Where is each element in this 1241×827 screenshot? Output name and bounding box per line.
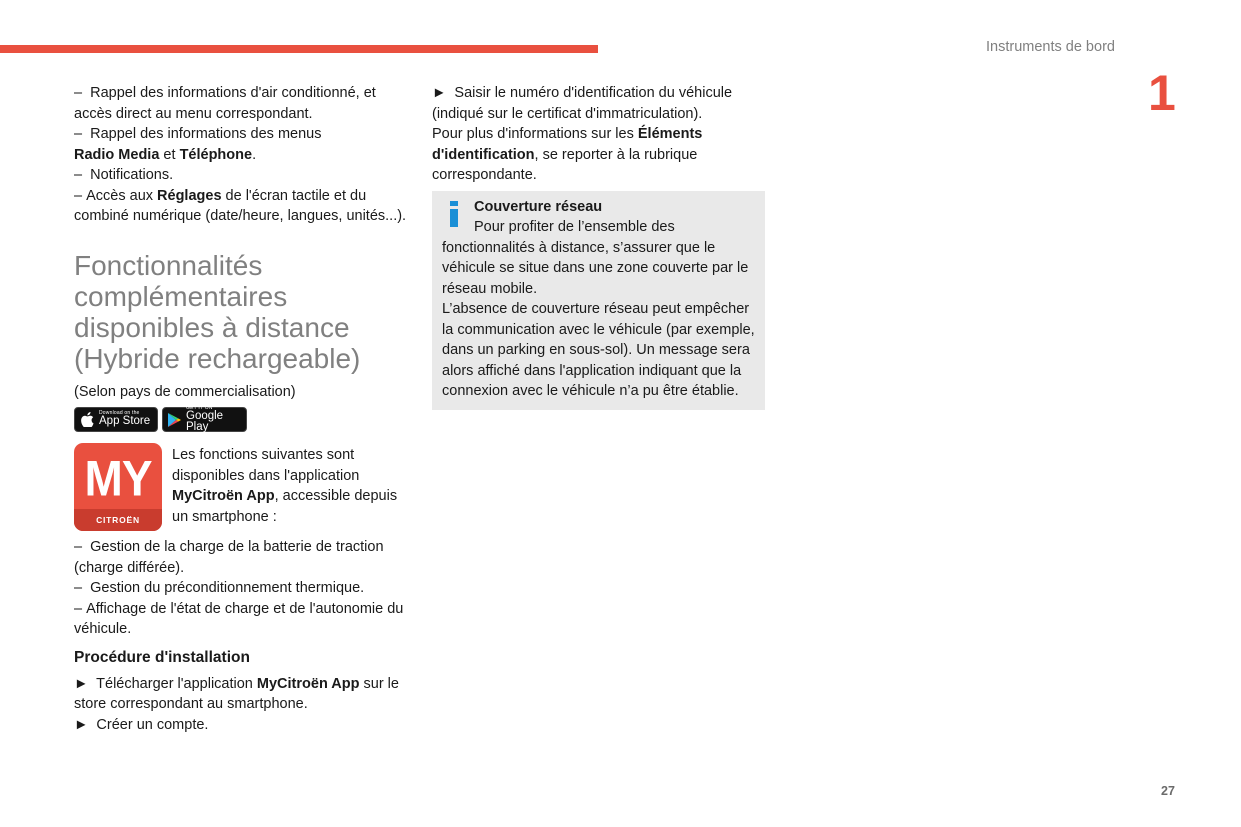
arrow-bullet-icon: ►	[74, 716, 89, 733]
list-item-text: Rappel des informations des menus	[90, 126, 322, 142]
arrow-bullet-icon: ►	[74, 675, 89, 692]
list-item-text: et	[159, 146, 180, 163]
feature-text: Gestion du préconditionnement thermique.	[90, 580, 365, 596]
dash: –	[74, 167, 83, 183]
punctuation: .	[252, 146, 257, 163]
info-box-text: L’absence de couverture réseau peut empêcher la communication avec le véhicule (par exemple, dans un parking en sous-sol). Un message sera alors affiché dans l'application indiquant que la connexion avec le véhicule n’a pu être établie.	[442, 301, 755, 399]
reference-text: , se reporter à la rubrique correspondante.	[432, 146, 698, 183]
feature-list	[74, 537, 414, 640]
cross-reference	[432, 124, 765, 186]
list-item-text: Notifications.	[90, 167, 174, 183]
dash: –	[74, 187, 83, 204]
reference-text: Pour plus d'informations sur les	[432, 126, 638, 142]
app-description	[172, 445, 414, 531]
google-play-small-label: GET IT ON	[186, 404, 213, 411]
step-item	[74, 715, 414, 736]
app-icon-text: MY	[84, 449, 152, 507]
list-item	[74, 165, 414, 186]
info-box-network-coverage	[432, 191, 765, 410]
feature-text: Gestion de la charge de la batterie de traction (charge différée).	[74, 539, 384, 576]
step-text: sur le store correspondant au smartphone.	[74, 675, 399, 712]
google-play-icon	[167, 412, 182, 428]
store-badges	[74, 404, 414, 433]
app-name: MyCitroën App	[172, 488, 275, 504]
google-play-badge[interactable]	[162, 404, 247, 433]
list-item	[74, 186, 414, 227]
info-icon	[450, 201, 458, 227]
step-text: Télécharger l'application	[96, 675, 257, 692]
app-store-label: App Store	[99, 415, 151, 428]
header-accent-bar	[0, 45, 598, 53]
step-text: Saisir le numéro d'identification du véhicule (indiqué sur le certificat d'immatriculation).	[432, 85, 733, 122]
apple-icon	[79, 412, 95, 428]
step-item	[74, 674, 414, 715]
dash: –	[74, 126, 83, 142]
app-store-badge[interactable]	[74, 407, 158, 432]
middle-column	[432, 83, 765, 410]
settings-term: Réglages	[157, 187, 222, 204]
page-number: 27	[1161, 784, 1175, 798]
list-item: – Affichage de l'état de charge et de l'autonomie du véhicule.	[74, 600, 404, 637]
feature-text: Affichage de l'état de charge et de l'autonomie du véhicule.	[74, 600, 404, 637]
app-icon-brand: CITROËN	[74, 509, 162, 531]
google-play-label: Google Play	[186, 409, 224, 433]
menu-name-radio-media: Radio Media	[74, 146, 160, 163]
list-item	[74, 83, 414, 124]
list-item-text: de l'écran tactile et du combiné numérique (date/heure, langues, unités...).	[74, 187, 407, 224]
list-item-text: Accès aux	[86, 187, 158, 204]
procedure-heading: Procédure d'installation	[74, 648, 250, 666]
reference-section-link: Éléments d'identification	[432, 126, 703, 163]
left-column	[74, 83, 414, 735]
chapter-number: 1	[1148, 65, 1176, 121]
section-title: Instruments de bord	[986, 39, 1115, 55]
mycitroen-app-icon	[74, 443, 162, 531]
availability-note: (Selon pays de commercialisation)	[74, 383, 296, 400]
dash: –	[74, 85, 83, 101]
arrow-bullet-icon: ►	[432, 85, 447, 101]
app-store-small-label: Download on the	[99, 410, 140, 417]
app-intro	[74, 443, 414, 531]
list-item: – Gestion du préconditionnement thermique.	[74, 580, 365, 596]
app-description-text: , accessible depuis un smartphone :	[172, 488, 398, 525]
intro-list	[74, 83, 414, 227]
app-description-text: Les fonctions suivantes sont disponibles dans l'application	[172, 447, 360, 484]
info-box-title: Couverture réseau	[474, 198, 603, 215]
list-item: – Gestion de la charge de la batterie de traction (charge différée).	[74, 539, 384, 576]
info-box-text: Pour profiter de l’ensemble des	[474, 219, 675, 235]
step-text: Créer un compte.	[96, 716, 209, 733]
list-item-text: Rappel des informations d'air conditionné, et accès direct au menu correspondant.	[74, 85, 376, 122]
menu-name-telephone: Téléphone	[179, 146, 253, 163]
section-heading: Fonctionnalités complémentaires disponibles à distance (Hybride rechargeable)	[74, 249, 361, 374]
step-item	[432, 83, 765, 124]
app-name: MyCitroën App	[256, 675, 360, 692]
install-steps	[74, 674, 414, 736]
info-box-text: fonctionnalités à distance, s’assurer que le véhicule se situe dans une zone couverte par le réseau mobile.	[442, 239, 749, 297]
list-item	[74, 124, 414, 165]
